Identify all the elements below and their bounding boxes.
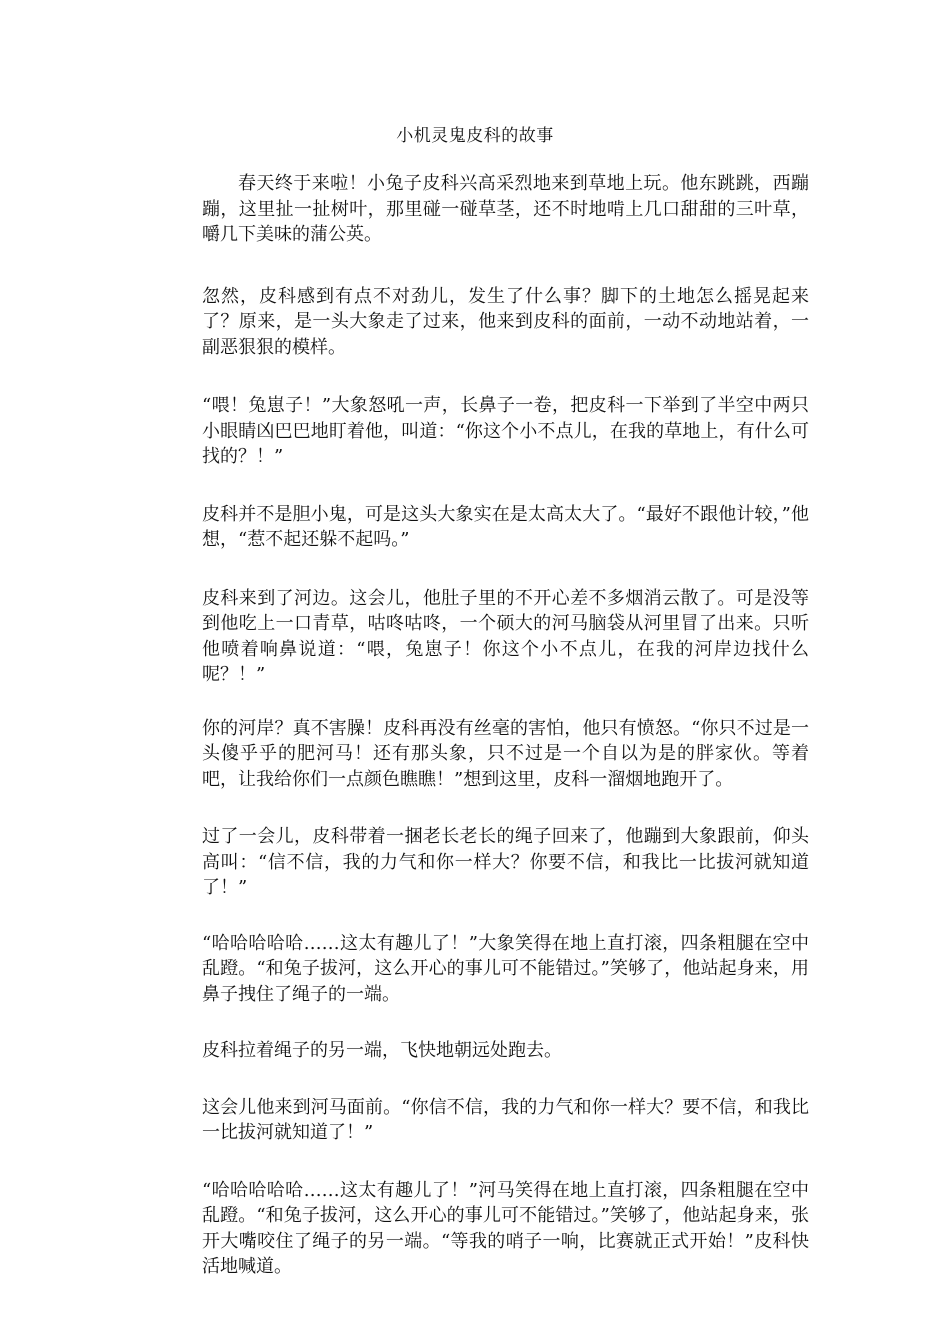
paragraph: 这会儿他来到河马面前。“你信不信，我的力气和你一样大？要不信，和我比一比拔河就知道了！” <box>202 1096 809 1143</box>
document-body <box>202 171 809 1301</box>
document-title: 小机灵鬼皮科的故事 <box>396 126 554 146</box>
paragraph: 皮科并不是胆小鬼，可是这头大象实在是太高太大了。“最好不跟他计较，”他想，“惹不起还躲不起吗。” <box>202 503 809 550</box>
paragraph: “哈哈哈哈哈……这太有趣儿了！”大象笑得在地上直打滚，四条粗腿在空中乱蹬。“和兔子拔河，这么开心的事儿可不能错过。”笑够了，他站起身来，用鼻子拽住了绳子的一端。 <box>202 932 809 1005</box>
paragraph: 春天终于来啦！小兔子皮科兴高采烈地来到草地上玩。他东跳跳，西蹦蹦，这里扯一扯树叶，那里碰一碰草茎，还不时地啃上几口甜甜的三叶草，嚼几下美味的蒲公英。 <box>202 173 809 245</box>
paragraph: 忽然，皮科感到有点不对劲儿，发生了什么事？脚下的土地怎么摇晃起来了？原来，是一头大象走了过来，他来到皮科的面前，一动不动地站着，一副恶狠狠的模样。 <box>202 285 809 358</box>
paragraph: 你的河岸？真不害臊！皮科再没有丝毫的害怕，他只有愤怒。“你只不过是一头傻乎乎的肥河马！还有那头象，只不过是一个自以为是的胖家伙。等着吧，让我给你们一点颜色瞧瞧！”想到这里，皮科一溜烟地跑开了。 <box>202 717 809 790</box>
paragraph: 过了一会儿，皮科带着一捆老长老长的绳子回来了，他蹦到大象跟前，仰头高叫：“信不信，我的力气和你一样大？你要不信，和我比一比拔河就知道了！” <box>202 826 809 898</box>
paragraph: 皮科来到了河边。这会儿，他肚子里的不开心差不多烟消云散了。可是没等到他吃上一口青草，咕咚咕咚，一个硕大的河马脑袋从河里冒了出来。只听他喷着响鼻说道：“喂，兔崽子！你这个小不点儿，在我的河岸边找什么呢？！” <box>202 587 809 685</box>
paragraph: “哈哈哈哈哈……这太有趣儿了！”河马笑得在地上直打滚，四条粗腿在空中乱蹬。“和兔子拔河，这么开心的事儿可不能错过。”笑够了，他站起身来，张开大嘴咬住了绳子的另一端。“等我的哨子一响，比赛就正式开始！”皮科快活地喊道。 <box>202 1179 809 1277</box>
paragraph: 皮科拉着绳子的另一端，飞快地朝远处跑去。 <box>202 1040 562 1061</box>
paragraph: “喂！兔崽子！”大象怒吼一声，长鼻子一卷，把皮科一下举到了半空中两只小眼睛凶巴巴地盯着他，叫道：“你这个小不点儿，在我的草地上，有什么可找的？！” <box>202 395 809 467</box>
